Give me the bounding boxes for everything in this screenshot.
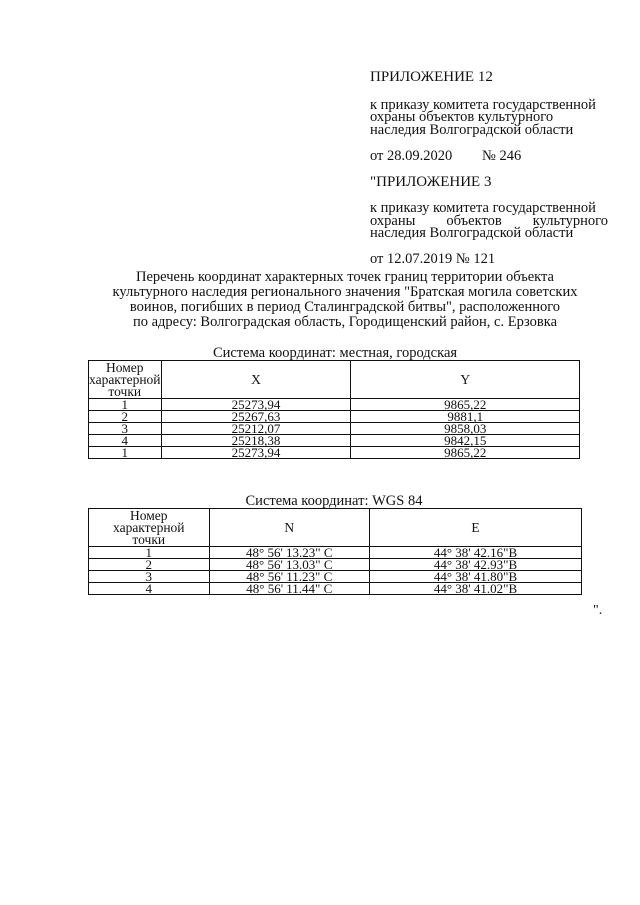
- table-row: [89, 447, 580, 459]
- table-row: [89, 399, 580, 411]
- y-value: 9842,15: [351, 435, 580, 447]
- document-title: [95, 270, 595, 330]
- y-value: 9865,22: [351, 399, 580, 411]
- table-wgs-caption: Система координат: WGS 84: [245, 493, 423, 509]
- document-title-line-1: Перечень координат характерных точек границ территории объекта: [136, 269, 554, 285]
- e-value: 44° 38' 42.93"В: [370, 559, 582, 571]
- x-value: 25212,07: [161, 423, 351, 435]
- document-title-line-3: воинов, погибших в период Сталинградской битвы", расположенного: [129, 299, 561, 315]
- appendix-number: № 246: [482, 148, 522, 164]
- table-row: [89, 423, 580, 435]
- y-value: 9865,22: [351, 447, 580, 459]
- n-value: 48° 56' 13.03" С: [209, 559, 369, 571]
- appendix-basis-line-2: охраны объектов культурного: [370, 109, 554, 125]
- x-value: 25273,94: [161, 399, 351, 411]
- point-number: 4: [89, 583, 210, 595]
- point-number: 1: [89, 399, 162, 411]
- table-row: [89, 583, 582, 595]
- point-number: 3: [89, 571, 210, 583]
- table-local: [88, 360, 580, 459]
- point-number: 1: [89, 547, 210, 559]
- table-wgs-header-e: E: [370, 509, 582, 547]
- y-value: 9858,03: [351, 423, 580, 435]
- x-value: 25218,38: [161, 435, 351, 447]
- closing-quote-mark: ".: [593, 603, 603, 618]
- table-wgs-header-n: N: [209, 509, 369, 547]
- table-local-header-row: [89, 361, 580, 399]
- appendix-title: ПРИЛОЖЕНИЕ 12: [370, 69, 493, 85]
- table-local-caption: Система координат: местная, городская: [212, 345, 458, 361]
- table-row: [89, 411, 580, 423]
- x-value: 25273,94: [161, 447, 351, 459]
- appendix-basis-line-3: наследия Волгоградской области: [370, 122, 574, 138]
- e-value: 44° 38' 42.16"В: [370, 547, 582, 559]
- quoted-appendix-line-1: к приказу комитета государственной: [370, 200, 596, 216]
- point-number: 3: [89, 423, 162, 435]
- n-value: 48° 56' 11.23" С: [209, 571, 369, 583]
- table-local-header-x: X: [161, 361, 351, 399]
- y-value: 9881,1: [351, 411, 580, 423]
- quoted-appendix-date-number: от 12.07.2019 № 121: [370, 251, 496, 267]
- table-wgs: [88, 508, 582, 595]
- point-number: 1: [89, 447, 162, 459]
- point-number: 2: [89, 411, 162, 423]
- point-number: 4: [89, 435, 162, 447]
- n-value: 48° 56' 13.23" С: [209, 547, 369, 559]
- quoted-appendix-title: "ПРИЛОЖЕНИЕ 3: [370, 174, 492, 190]
- quoted-appendix-word-3: культурного: [532, 213, 608, 229]
- quoted-appendix-line-3: наследия Волгоградской области: [370, 225, 574, 241]
- point-number: 2: [89, 559, 210, 571]
- e-value: 44° 38' 41.02"В: [370, 583, 582, 595]
- x-value: 25267,63: [161, 411, 351, 423]
- table-wgs-header-row: [89, 509, 582, 547]
- table-wgs-header-point: Номер характерной точки: [89, 509, 210, 547]
- table-row: [89, 435, 580, 447]
- quoted-appendix-word-2: объектов: [446, 213, 502, 229]
- quoted-appendix-word-1: охраны: [370, 213, 416, 229]
- appendix-date: от 28.09.2020: [370, 148, 453, 164]
- document-title-line-2: культурного наследия регионального значения "Братская могила советских: [112, 284, 578, 300]
- document-title-line-4: по адресу: Волгоградская область, Городищенский район, с. Ерзовка: [132, 314, 558, 330]
- e-value: 44° 38' 41.80"В: [370, 571, 582, 583]
- appendix-basis-line-1: к приказу комитета государственной: [370, 97, 596, 113]
- n-value: 48° 56' 11.44" С: [209, 583, 369, 595]
- table-local-header-y: Y: [351, 361, 580, 399]
- table-local-header-point: Номер характерной точки: [89, 359, 161, 399]
